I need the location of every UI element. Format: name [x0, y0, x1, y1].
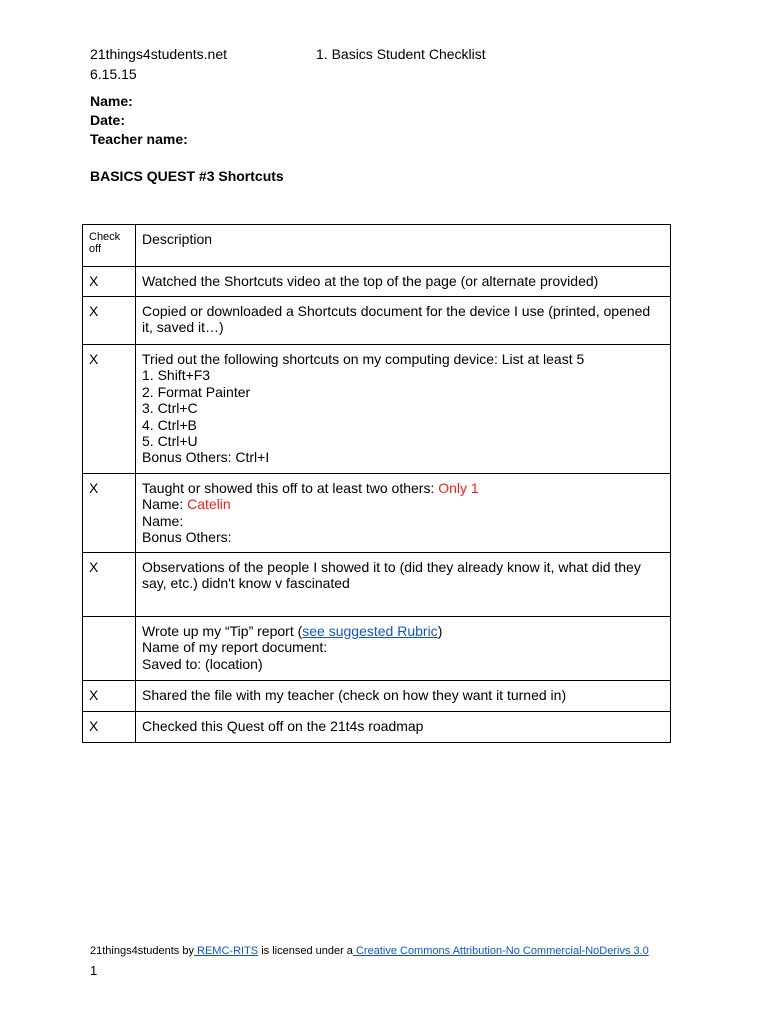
- table-row: [83, 553, 671, 617]
- rubric-link[interactable]: see suggested Rubric: [302, 623, 438, 639]
- shortcut-item: 4. Ctrl+B: [142, 416, 197, 433]
- report-document-label: Name of my report document:: [142, 639, 328, 656]
- page-number: 1: [90, 963, 98, 978]
- check-mark: X: [83, 297, 136, 345]
- row-description: Copied or downloaded a Shortcuts document for the device I use (printed, opened it, saved it…): [136, 297, 671, 345]
- table-row: [83, 617, 671, 681]
- check-mark: X: [83, 712, 136, 743]
- name-field-label: Name:: [90, 93, 133, 109]
- description-header: Description: [136, 225, 671, 267]
- tip-report-text: Wrote up my “Tip” report (: [142, 623, 303, 639]
- row-description: Watched the Shortcuts video at the top of the page (or alternate provided): [136, 267, 671, 297]
- table-row: [83, 712, 671, 743]
- date-field-label: Date:: [90, 112, 126, 128]
- saved-to-label: Saved to: (location): [142, 655, 263, 672]
- table-row: [83, 345, 671, 474]
- header-date: 6.15.15: [90, 66, 137, 82]
- taught-count-note: Only 1: [438, 480, 479, 496]
- check-mark: X: [83, 553, 136, 617]
- taught-name-value: Catelin: [187, 496, 231, 513]
- table-header-row: [83, 225, 671, 267]
- shortcut-item: 2. Format Painter: [142, 383, 251, 400]
- table-row: [83, 267, 671, 297]
- row-description: Wrote up my “Tip” report (see suggested Rubric) Name of my report document: Saved to: (location): [136, 617, 671, 681]
- row-description: Observations of the people I showed it to (did they already know it, what did they say, etc.) didn't know v fascinated: [136, 553, 671, 617]
- shortcuts-intro: Tried out the following shortcuts on my computing device: List at least 5: [142, 351, 585, 367]
- name-label: Name:: [142, 496, 188, 513]
- header-title: 1. Basics Student Checklist: [316, 46, 486, 62]
- header-site: 21things4students.net: [90, 46, 227, 62]
- teacher-field-label: Teacher name:: [90, 131, 188, 147]
- row-description: Checked this Quest off on the 21t4s roadmap: [136, 712, 671, 743]
- check-mark: X: [83, 681, 136, 712]
- check-mark: [83, 617, 136, 681]
- table-row: [83, 474, 671, 553]
- check-off-header: Check off: [83, 225, 136, 267]
- row-description: [136, 474, 671, 553]
- bonus-others-label: Bonus Others:: [142, 529, 232, 546]
- check-mark: X: [83, 345, 136, 474]
- table-row: [83, 297, 671, 345]
- taught-text: Taught or showed this off to at least two others:: [142, 480, 439, 496]
- check-mark: X: [83, 267, 136, 297]
- license-link[interactable]: Creative Commons Attribution-No Commercial-NoDerivs 3.0: [352, 945, 649, 957]
- shortcut-item: 5. Ctrl+U: [142, 433, 198, 450]
- checklist-table: [82, 224, 671, 743]
- row-description: Shared the file with my teacher (check on how they want it turned in): [136, 681, 671, 712]
- shortcut-item: 1. Shift+F3: [142, 367, 211, 384]
- name-label: Name:: [142, 512, 184, 529]
- bonus-shortcuts: Bonus Others: Ctrl+I: [142, 449, 270, 466]
- license-footer: 21things4students by REMC-RITS is licensed under a Creative Commons Attribution-No Commercial-NoDerivs 3.0: [90, 945, 649, 957]
- remc-rits-link[interactable]: REMC-RITS: [193, 945, 259, 957]
- shortcut-item: 3. Ctrl+C: [142, 400, 198, 417]
- row-description: [136, 345, 671, 474]
- quest-title: BASICS QUEST #3 Shortcuts: [90, 168, 284, 184]
- table-row: [83, 681, 671, 712]
- check-mark: X: [83, 474, 136, 553]
